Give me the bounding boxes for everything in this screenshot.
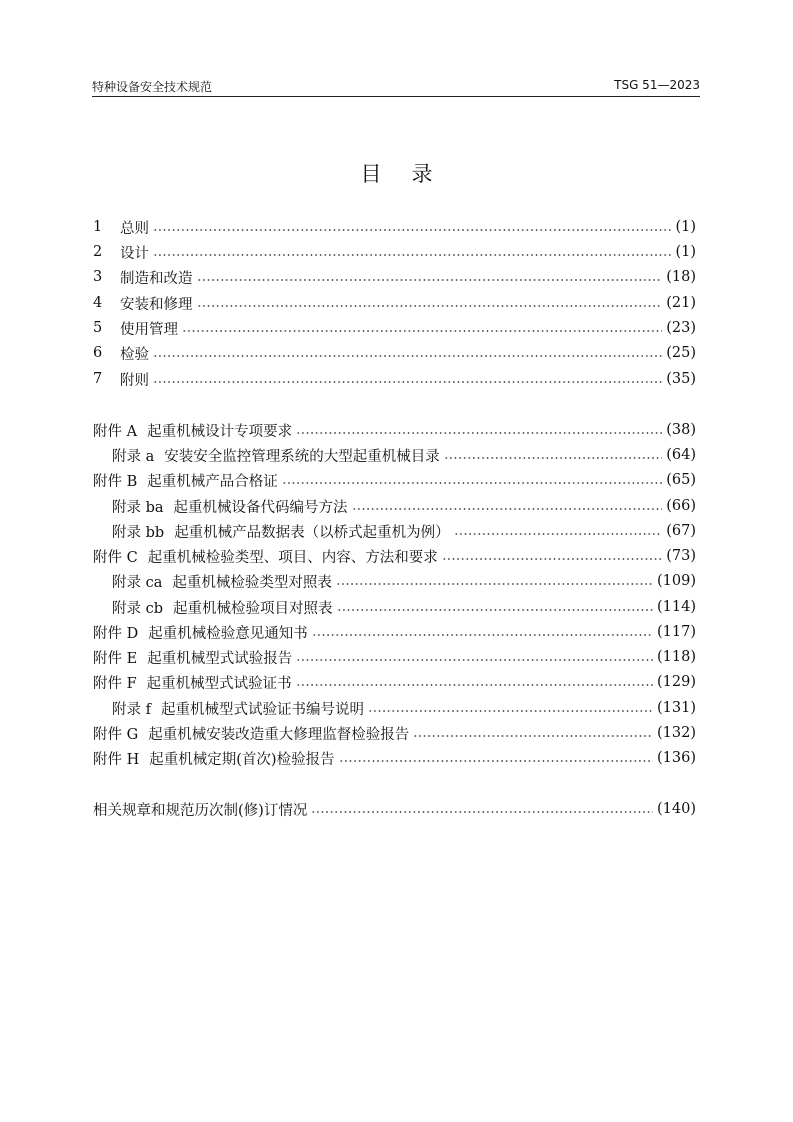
- chapter-number: 2: [93, 244, 103, 260]
- appendix-title: 起重机械检验意见通知书: [148, 625, 308, 642]
- page-number: (131): [657, 700, 696, 716]
- appendix-label: 附录 a: [112, 448, 155, 465]
- chapter-title: 总则: [120, 220, 149, 237]
- appendix-label: 附录 f: [112, 701, 151, 718]
- chapter-title: 附则: [120, 372, 149, 389]
- page-number: (136): [657, 750, 696, 766]
- leader-dots: [296, 432, 662, 434]
- page-number: (114): [657, 599, 696, 615]
- chapter-number: 3: [93, 269, 103, 285]
- leader-dots: [153, 355, 662, 357]
- leader-dots: [153, 254, 671, 256]
- header-right-text: TSG 51—2023: [614, 78, 700, 92]
- chapter-number: 7: [93, 371, 103, 387]
- appendix-title: 起重机械安装改造重大修理监督检验报告: [148, 726, 410, 743]
- leader-dots: [153, 229, 671, 231]
- appendix-title: 起重机械定期(首次)检验报告: [149, 751, 335, 768]
- leader-dots: [336, 583, 653, 585]
- toc-appendix-entry[interactable]: [93, 620, 696, 644]
- appendix-title: 安装安全监控管理系统的大型起重机械目录: [164, 448, 440, 465]
- leader-dots: [352, 508, 663, 510]
- revision-history-title: 相关规章和规范历次制(修)订情况: [93, 802, 308, 819]
- leader-dots: [182, 330, 662, 332]
- page-number: (109): [657, 573, 696, 589]
- appendix-title: 起重机械型式试验证书编号说明: [160, 701, 364, 718]
- page-number: (117): [657, 624, 696, 640]
- leader-dots: [312, 634, 653, 636]
- leader-dots: [197, 279, 663, 281]
- leader-dots: [296, 684, 653, 686]
- toc-appendix-entry[interactable]: [93, 746, 696, 770]
- appendix-title: 起重机械检验项目对照表: [173, 600, 333, 617]
- leader-dots: [454, 533, 663, 535]
- leader-dots: [368, 710, 653, 712]
- appendix-title: 起重机械产品数据表（以桥式起重机为例）: [174, 524, 450, 541]
- toc-chapter-entry[interactable]: [93, 367, 696, 391]
- appendix-label: 附件 E: [93, 650, 138, 667]
- page-number: (132): [657, 725, 696, 741]
- toc-appendix-entry[interactable]: [112, 443, 696, 467]
- toc-appendix-entry[interactable]: [93, 468, 696, 492]
- appendix-label: 附件 C: [93, 549, 138, 566]
- appendix-label: 附录 ba: [112, 499, 164, 516]
- toc-appendix-entry[interactable]: [93, 418, 696, 442]
- page-number: (140): [657, 801, 696, 817]
- appendix-title: 起重机械产品合格证: [147, 473, 278, 490]
- page-number: (18): [666, 269, 696, 285]
- toc-chapter-entry[interactable]: [93, 316, 696, 340]
- appendix-title: 起重机械设计专项要求: [147, 423, 293, 440]
- toc-chapter-entry[interactable]: [93, 341, 696, 365]
- leader-dots: [442, 558, 663, 560]
- chapter-number: 6: [93, 345, 103, 361]
- page-number: (67): [666, 523, 696, 539]
- toc-appendix-entry[interactable]: [112, 595, 696, 619]
- chapter-title: 安装和修理: [120, 296, 193, 313]
- appendix-label: 附件 G: [93, 726, 139, 743]
- page-number: (118): [657, 649, 696, 665]
- leader-dots: [337, 609, 653, 611]
- page-number: (1): [675, 244, 696, 260]
- page-number: (21): [666, 295, 696, 311]
- leader-dots: [153, 381, 662, 383]
- toc-appendix-entry[interactable]: [112, 569, 696, 593]
- chapter-number: 5: [93, 320, 103, 336]
- toc-chapter-entry[interactable]: [93, 291, 696, 315]
- toc-appendix-entry[interactable]: [93, 670, 696, 694]
- appendix-label: 附录 ca: [112, 574, 163, 591]
- chapter-number: 1: [93, 219, 103, 235]
- page-number: (1): [675, 219, 696, 235]
- chapter-number: 4: [93, 295, 103, 311]
- toc-appendix-entry[interactable]: [93, 645, 696, 669]
- toc-chapter-entry[interactable]: [93, 215, 696, 239]
- toc-appendix-entry[interactable]: [93, 544, 696, 568]
- appendix-title: 起重机械检验类型、项目、内容、方法和要求: [147, 549, 438, 566]
- chapter-title: 制造和改造: [120, 270, 193, 287]
- leader-dots: [339, 760, 653, 762]
- leader-dots: [444, 457, 662, 459]
- page-number: (73): [666, 548, 696, 564]
- page-number: (35): [666, 371, 696, 387]
- page-number: (25): [666, 345, 696, 361]
- page-number: (129): [657, 674, 696, 690]
- page-number: (38): [666, 422, 696, 438]
- appendix-label: 附录 bb: [112, 524, 165, 541]
- page-header: [92, 76, 700, 97]
- toc-chapter-entry[interactable]: [93, 265, 696, 289]
- chapter-title: 设计: [120, 245, 149, 262]
- appendix-label: 附件 F: [93, 675, 137, 692]
- toc-chapter-entry[interactable]: [93, 240, 696, 264]
- appendix-title: 起重机械检验类型对照表: [172, 574, 332, 591]
- appendix-label: 附件 B: [93, 473, 138, 490]
- appendix-label: 附件 A: [93, 423, 138, 440]
- leader-dots: [282, 482, 662, 484]
- toc-appendix-entry[interactable]: [112, 696, 696, 720]
- leader-dots: [311, 811, 653, 813]
- appendix-title: 起重机械设备代码编号方法: [173, 499, 348, 516]
- page-number: (64): [666, 447, 696, 463]
- leader-dots: [413, 735, 653, 737]
- appendix-label: 附件 D: [93, 625, 139, 642]
- toc-appendix-entry[interactable]: [112, 519, 696, 543]
- chapter-title: 检验: [120, 346, 149, 363]
- toc-appendix-entry[interactable]: [93, 721, 696, 745]
- appendix-title: 起重机械型式试验报告: [147, 650, 293, 667]
- header-left-text: 特种设备安全技术规范: [92, 80, 213, 94]
- page-number: (65): [666, 472, 696, 488]
- appendix-label: 附录 cb: [112, 600, 164, 617]
- leader-dots: [197, 305, 663, 307]
- toc-appendix-entry[interactable]: [112, 494, 696, 518]
- appendix-label: 附件 H: [93, 751, 140, 768]
- chapter-title: 使用管理: [120, 321, 178, 338]
- appendix-title: 起重机械型式试验证书: [146, 675, 292, 692]
- page-number: (66): [666, 498, 696, 514]
- leader-dots: [296, 659, 653, 661]
- page-number: (23): [666, 320, 696, 336]
- page-title: 目录: [360, 162, 463, 186]
- toc-revision-history-entry[interactable]: [93, 797, 696, 821]
